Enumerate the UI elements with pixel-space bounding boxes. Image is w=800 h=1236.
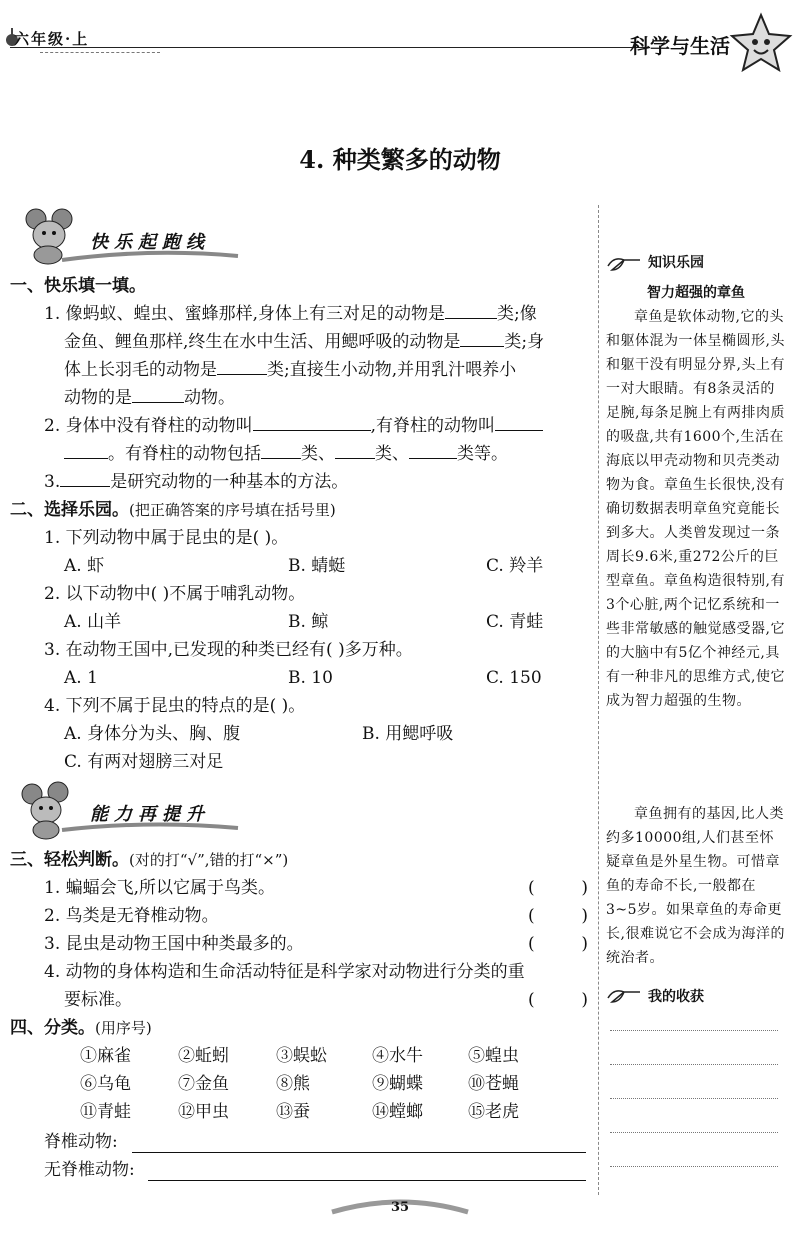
q3-line: 3. 是研究动物的一种基本的方法。	[44, 468, 348, 496]
animal-item: ⑫甲虫	[178, 1102, 229, 1122]
animal-item: ②蚯蚓	[178, 1046, 229, 1066]
invertebrate-label: 无脊椎动物:	[44, 1160, 135, 1180]
blank-insect[interactable]	[445, 300, 497, 319]
animal-item: ⑦金鱼	[178, 1074, 229, 1094]
blank-class3[interactable]	[409, 440, 457, 459]
animal-item: ⑬蚕	[276, 1102, 310, 1122]
article-paragraph-2: 章鱼拥有的基因,比人类约多10000组,人们甚至怀疑章鱼是外星生物。可惜章鱼的寿命不长,一般都在3~5岁。如果章鱼的寿命更长,很难说它不会成为海洋的统治者。	[606, 806, 785, 966]
s2-q1-c[interactable]: C. 羚羊	[486, 556, 544, 576]
s3-q4-line1: 4. 动物的身体构造和生命活动特征是科学家对动物进行分类的重	[44, 962, 525, 982]
animal-item: ⑥乌龟	[80, 1074, 131, 1094]
animal-item: ⑪青蛙	[80, 1102, 131, 1122]
banner-warmup: 快乐起跑线	[90, 232, 210, 253]
s2-q2-a[interactable]: A. 山羊	[64, 612, 122, 632]
harvest-heading: 我的收获	[648, 989, 704, 1005]
s3-q2: 2. 鸟类是无脊椎动物。	[44, 906, 219, 926]
article-paragraph-1: 章鱼是软体动物,它的头和躯体混为一体呈椭圆形,头和躯干没有明显分界,头上有一对大眼睛。有8条灵活的足腕,每条足腕上有两排肉质的吸盘,共有1600个,生活在海底以甲壳动物和贝壳类动物为食。章鱼生长很快,没有确切数据表明章鱼究竟能长到多大。人类曾发现过一条周长9.6米,重272公斤的巨型章鱼。章鱼构造很特别,有3个心脏,两个记忆系统和一些非常敏感的触觉感受器,它的大脑中有5亿个神经元,具有一种非凡的思维方式,使它成为智力超强的生物。	[606, 309, 785, 709]
s2-q3-c[interactable]: C. 150	[486, 668, 542, 688]
blank-bird[interactable]	[217, 356, 267, 375]
s3-q3: 3. 昆虫是动物王国中种类最多的。	[44, 934, 304, 954]
blank-method[interactable]	[60, 468, 110, 487]
harvest-line[interactable]	[610, 1132, 778, 1133]
section3-heading: 三、轻松判断。(对的打“√”,错的打“×”)	[10, 850, 289, 870]
animal-item: ④水牛	[372, 1046, 423, 1066]
blank-invertebrate[interactable]	[253, 412, 371, 431]
header-dots	[40, 52, 160, 53]
s2-q3-b[interactable]: B. 10	[288, 668, 333, 688]
harvest-line[interactable]	[610, 1166, 778, 1167]
s2-q3: 3. 在动物王国中,已发现的种类已经有( )多万种。	[44, 640, 413, 660]
section1-heading: 一、快乐填一填。	[10, 276, 146, 296]
q1-line3: 体上长羽毛的动物是 类;直接生小动物,并用乳汁喂养小	[64, 356, 516, 384]
vertebrate-label: 脊椎动物:	[44, 1132, 118, 1152]
q1-line2: 金鱼、鲤鱼那样,终生在水中生活、用鳃呼吸的动物是 类;身	[64, 328, 544, 356]
q2-line2: 。有脊柱的动物包括 类、 类、 类等。	[64, 440, 508, 468]
pointing-hand-icon	[606, 984, 642, 1006]
s2-q4-c[interactable]: C. 有两对翅膀三对足	[64, 752, 224, 772]
vertebrate-answer-line[interactable]	[132, 1152, 586, 1153]
animal-item: ⑩苍蝇	[468, 1074, 519, 1094]
article-title: 智力超强的章鱼	[647, 285, 745, 301]
harvest-line[interactable]	[610, 1064, 778, 1065]
animal-item: ③蜈蚣	[276, 1046, 327, 1066]
pointing-hand-icon	[606, 252, 642, 274]
s2-q1-b[interactable]: B. 蜻蜓	[288, 556, 346, 576]
blank-fish[interactable]	[460, 328, 504, 347]
blank-class1[interactable]	[261, 440, 301, 459]
header-rule	[10, 47, 650, 48]
sidebar-divider	[598, 205, 599, 1195]
s3-q4-line2: 要标准。	[64, 990, 132, 1010]
animal-item: ⑮老虎	[468, 1102, 519, 1122]
page-title: 4. 种类繁多的动物	[299, 145, 501, 174]
s2-q2-b[interactable]: B. 鲸	[288, 612, 329, 632]
q2-line1: 2. 身体中没有脊柱的动物叫 ,有脊柱的动物叫	[44, 412, 543, 440]
animal-item: ⑨蝴蝶	[372, 1074, 423, 1094]
knowledge-heading: 知识乐园	[648, 255, 704, 271]
s2-q2: 2. 以下动物中( )不属于哺乳动物。	[44, 584, 306, 604]
q1-line4: 动物的是 动物。	[64, 384, 235, 412]
animal-item: ⑭螳螂	[372, 1102, 423, 1122]
s3-q1: 1. 蝙蝠会飞,所以它属于鸟类。	[44, 878, 276, 898]
blank-mammal[interactable]	[132, 384, 184, 403]
harvest-line[interactable]	[610, 1030, 778, 1031]
s2-q4-a[interactable]: A. 身体分为头、胸、腹	[64, 724, 241, 744]
blank-vertebrate-a[interactable]	[495, 412, 543, 431]
animal-item: ⑤蝗虫	[468, 1046, 519, 1066]
section4-heading: 四、分类。(用序号)	[10, 1018, 152, 1038]
s2-q2-c[interactable]: C. 青蛙	[486, 612, 544, 632]
page-number: 35	[390, 1200, 410, 1215]
banner-advance: 能力再提升	[90, 804, 210, 825]
brand-label: 科学与生活	[630, 34, 730, 58]
s2-q4: 4. 下列不属于昆虫的特点的是( )。	[44, 696, 306, 716]
blank-vertebrate-b[interactable]	[64, 440, 108, 459]
grade-label: 六年级·上	[14, 30, 90, 48]
section2-heading: 二、选择乐园。(把正确答案的序号填在括号里)	[10, 500, 336, 520]
star-mascot-icon	[728, 12, 794, 74]
harvest-line[interactable]	[610, 1098, 778, 1099]
s2-q1-a[interactable]: A. 虾	[64, 556, 105, 576]
s2-q1: 1. 下列动物中属于昆虫的是( )。	[44, 528, 289, 548]
blank-class2[interactable]	[335, 440, 375, 459]
invertebrate-answer-line[interactable]	[148, 1180, 586, 1181]
animal-item: ⑧熊	[276, 1074, 310, 1094]
s2-q3-a[interactable]: A. 1	[64, 668, 98, 688]
q1-line1: 1. 像蚂蚁、蝗虫、蜜蜂那样,身体上有三对足的动物是 类;像	[44, 300, 537, 328]
s2-q4-b[interactable]: B. 用鳃呼吸	[362, 724, 454, 744]
animal-item: ①麻雀	[80, 1046, 131, 1066]
